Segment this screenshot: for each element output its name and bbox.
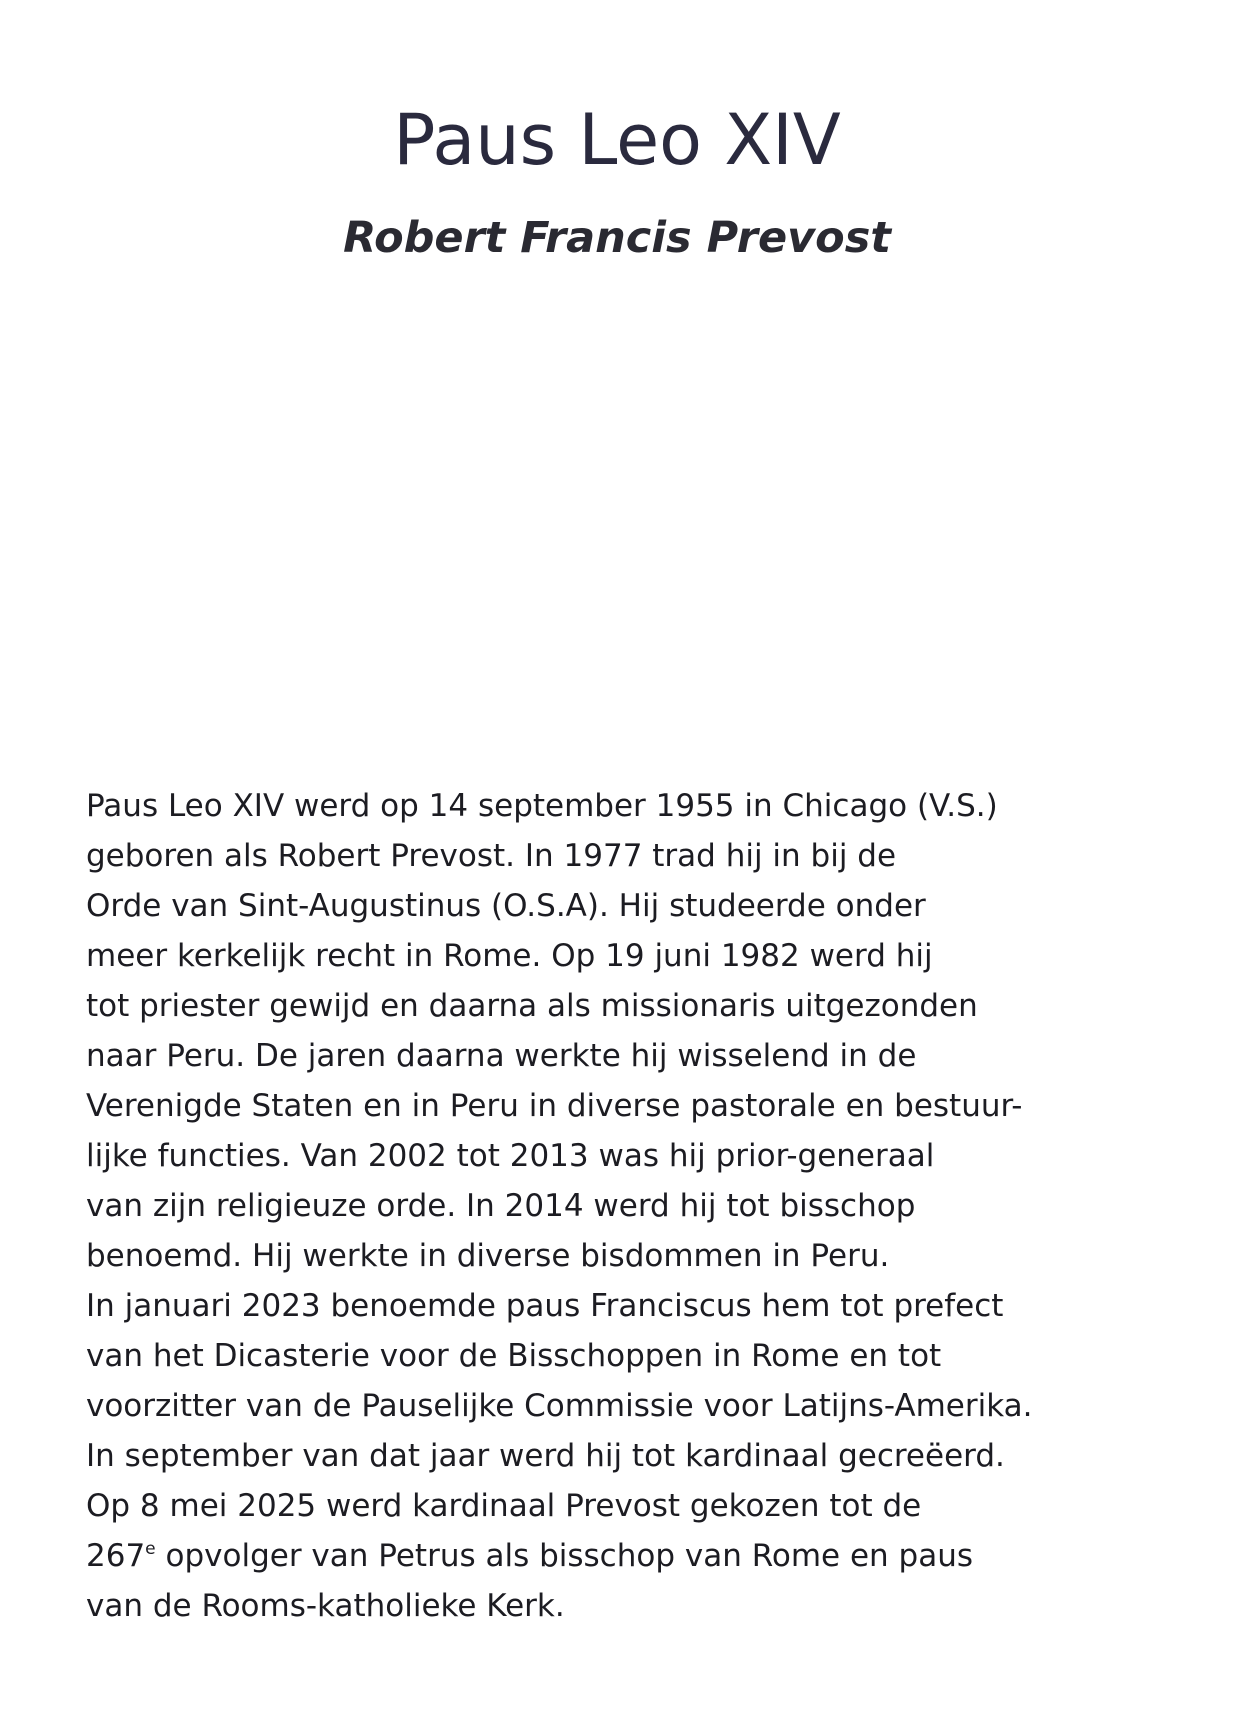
text-line: In januari 2023 benoemde paus Franciscus hem tot prefect bbox=[86, 1288, 1004, 1324]
text-line: naar Peru. De jaren daarna werkte hij wisselend in de bbox=[86, 1038, 917, 1074]
ordinal-number: 267 bbox=[86, 1538, 146, 1574]
text-line: Verenigde Staten en in Peru in diverse pastorale en bestuur- bbox=[86, 1088, 1023, 1124]
text-line: van de Rooms-katholieke Kerk. bbox=[86, 1588, 565, 1624]
text-line: geboren als Robert Prevost. In 1977 trad hij in bij de bbox=[86, 838, 897, 874]
text-line: voorzitter van de Pauselijke Commissie voor Latijns-Amerika. bbox=[86, 1388, 1033, 1424]
text-line: tot priester gewijd en daarna als missionaris uitgezonden bbox=[86, 988, 978, 1024]
text-line: In september van dat jaar werd hij tot kardinaal gecreëerd. bbox=[86, 1438, 1005, 1474]
page-subtitle: Robert Francis Prevost bbox=[343, 213, 891, 263]
text-line: Paus Leo XIV werd op 14 september 1955 in Chicago (V.S.) bbox=[86, 788, 998, 824]
text-line: Op 8 mei 2025 werd kardinaal Prevost gekozen tot de bbox=[86, 1488, 922, 1524]
text-line: Orde van Sint-Augustinus (O.S.A). Hij studeerde onder bbox=[86, 888, 926, 924]
text-line: lijke functies. Van 2002 tot 2013 was hij prior-generaal bbox=[86, 1138, 935, 1174]
ordinal-suffix: e bbox=[145, 1539, 156, 1559]
text-line: benoemd. Hij werkte in diverse bisdommen in Peru. bbox=[86, 1238, 890, 1274]
biography-paragraph bbox=[86, 781, 1196, 1631]
page-title: Paus Leo XIV bbox=[393, 99, 841, 181]
text-line: meer kerkelijk recht in Rome. Op 19 juni 1982 werd hij bbox=[86, 938, 933, 974]
text-line: van zijn religieuze orde. In 2014 werd hij tot bisschop bbox=[86, 1188, 916, 1224]
text-line: van het Dicasterie voor de Bisschoppen in Rome en tot bbox=[86, 1338, 942, 1374]
ordinal-line-rest: opvolger van Petrus als bisschop van Rome en paus bbox=[155, 1538, 973, 1574]
text-line-ordinal bbox=[86, 1531, 1196, 1581]
